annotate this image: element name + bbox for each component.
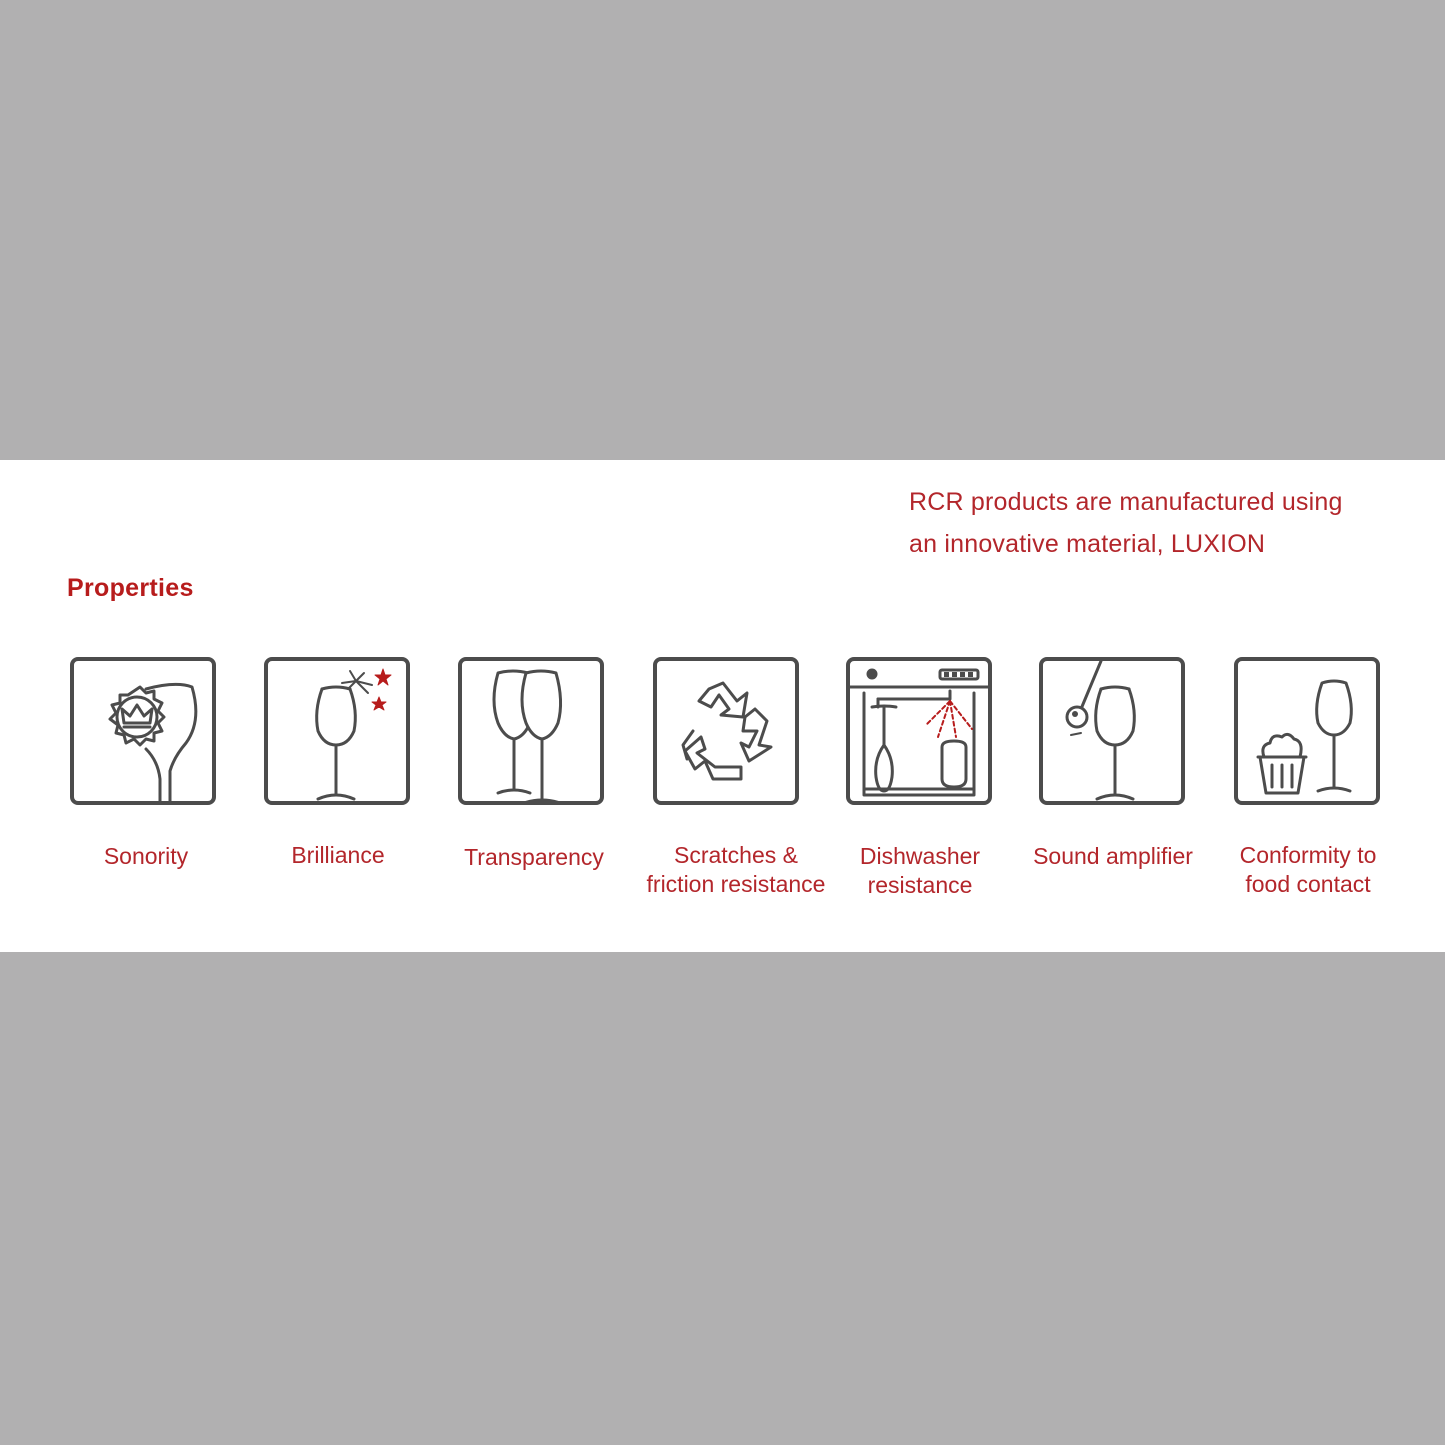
intro-line-1: RCR products are manufactured using [909, 488, 1343, 516]
dishwasher-icon [846, 657, 992, 805]
brilliance-icon [264, 657, 410, 805]
section-title: Properties [67, 574, 194, 602]
property-label-transparency: Transparency [464, 844, 604, 870]
property-label-sound-amplifier: Sound amplifier [1033, 843, 1193, 869]
food-contact-icon [1234, 657, 1380, 805]
transparency-icon [458, 657, 604, 805]
sound-amplifier-icon [1039, 657, 1185, 805]
property-label-food-contact: Conformity to food contact [1239, 842, 1377, 897]
sonority-icon [70, 657, 216, 805]
intro-line-2: an innovative material, LUXION [909, 530, 1266, 558]
property-label-brilliance: Brilliance [291, 842, 385, 868]
property-label-dishwasher: Dishwasher resistance [859, 843, 981, 898]
recycle-icon [653, 657, 799, 805]
property-label-sonority: Sonority [103, 843, 189, 869]
intro-text [909, 481, 1429, 565]
property-label-scratches: Scratches & friction resistance [646, 842, 826, 897]
